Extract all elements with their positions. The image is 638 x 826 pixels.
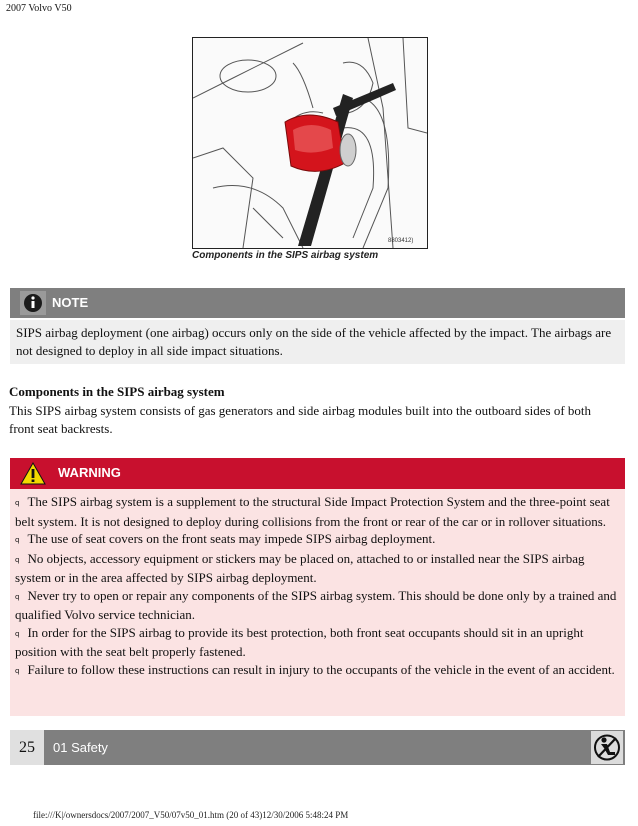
- file-path: file:///K|/ownersdocs/2007/2007_V50/07v50_01.htm (20 of 43)12/30/2006 5:48:24 PM: [33, 810, 349, 820]
- airbag-illustration: [192, 37, 428, 249]
- warning-item: q The SIPS airbag system is a supplement to the structural Side Impact Protection System and the three-point seat belt system. It is not designed to deploy during collisions from the front or rear of the car or in rollover situations.: [15, 494, 610, 529]
- figure-code: 8803412): [388, 238, 414, 244]
- warning-item: q The use of seat covers on the front seats may impede SIPS airbag deployment.: [15, 531, 436, 546]
- bullet-glyph: q: [15, 499, 20, 507]
- warning-header: [10, 458, 625, 489]
- note-title: NOTE: [52, 295, 89, 310]
- warning-item: q In order for the SIPS airbag to provide its best protection, both front seat occupants should sit in an upright position with the seat belt properly fastened.: [15, 624, 584, 659]
- info-icon: [20, 291, 46, 315]
- footer-section-title: 01 Safety: [53, 740, 108, 755]
- bullet-glyph: q: [15, 555, 20, 564]
- footer-bar: [10, 730, 625, 765]
- document-header: 2007 Volvo V50: [6, 3, 72, 14]
- airbag-figure: [190, 37, 430, 262]
- bullet-glyph: q: [15, 592, 20, 601]
- warning-title: WARNING: [58, 465, 121, 480]
- figure-caption: Components in the SIPS airbag system: [192, 250, 379, 261]
- seat-belt-safety-icon: [591, 731, 623, 764]
- warning-item: q Failure to follow these instructions can result in injury to the occupants of the vehicle in the event of an accident.: [15, 661, 615, 677]
- warning-triangle-icon: [20, 461, 46, 486]
- section-heading: Components in the SIPS airbag system: [9, 384, 225, 399]
- bullet-glyph: q: [15, 629, 20, 638]
- section-text: This SIPS airbag system consists of gas generators and side airbag modules built into the outboard sides of both front seat backrests.: [9, 403, 592, 436]
- bullet-glyph: q: [15, 666, 20, 675]
- note-text: SIPS airbag deployment (one airbag) occurs only on the side of the vehicle affected by the impact. The airbags are not designed to deploy in all side impact situations.: [10, 320, 625, 364]
- page-number: 25: [10, 730, 44, 765]
- note-header: [10, 288, 625, 318]
- warning-text-box: [10, 489, 625, 716]
- warning-item: q Never try to open or repair any components of the SIPS airbag system. This should be done only by a trained and qualified Volvo service technician.: [15, 587, 617, 622]
- warning-item: q No objects, accessory equipment or stickers may be placed on, attached to or installed near the SIPS airbag system or in the area affected by SIPS airbag deployment.: [15, 550, 585, 585]
- bullet-glyph: q: [15, 536, 20, 544]
